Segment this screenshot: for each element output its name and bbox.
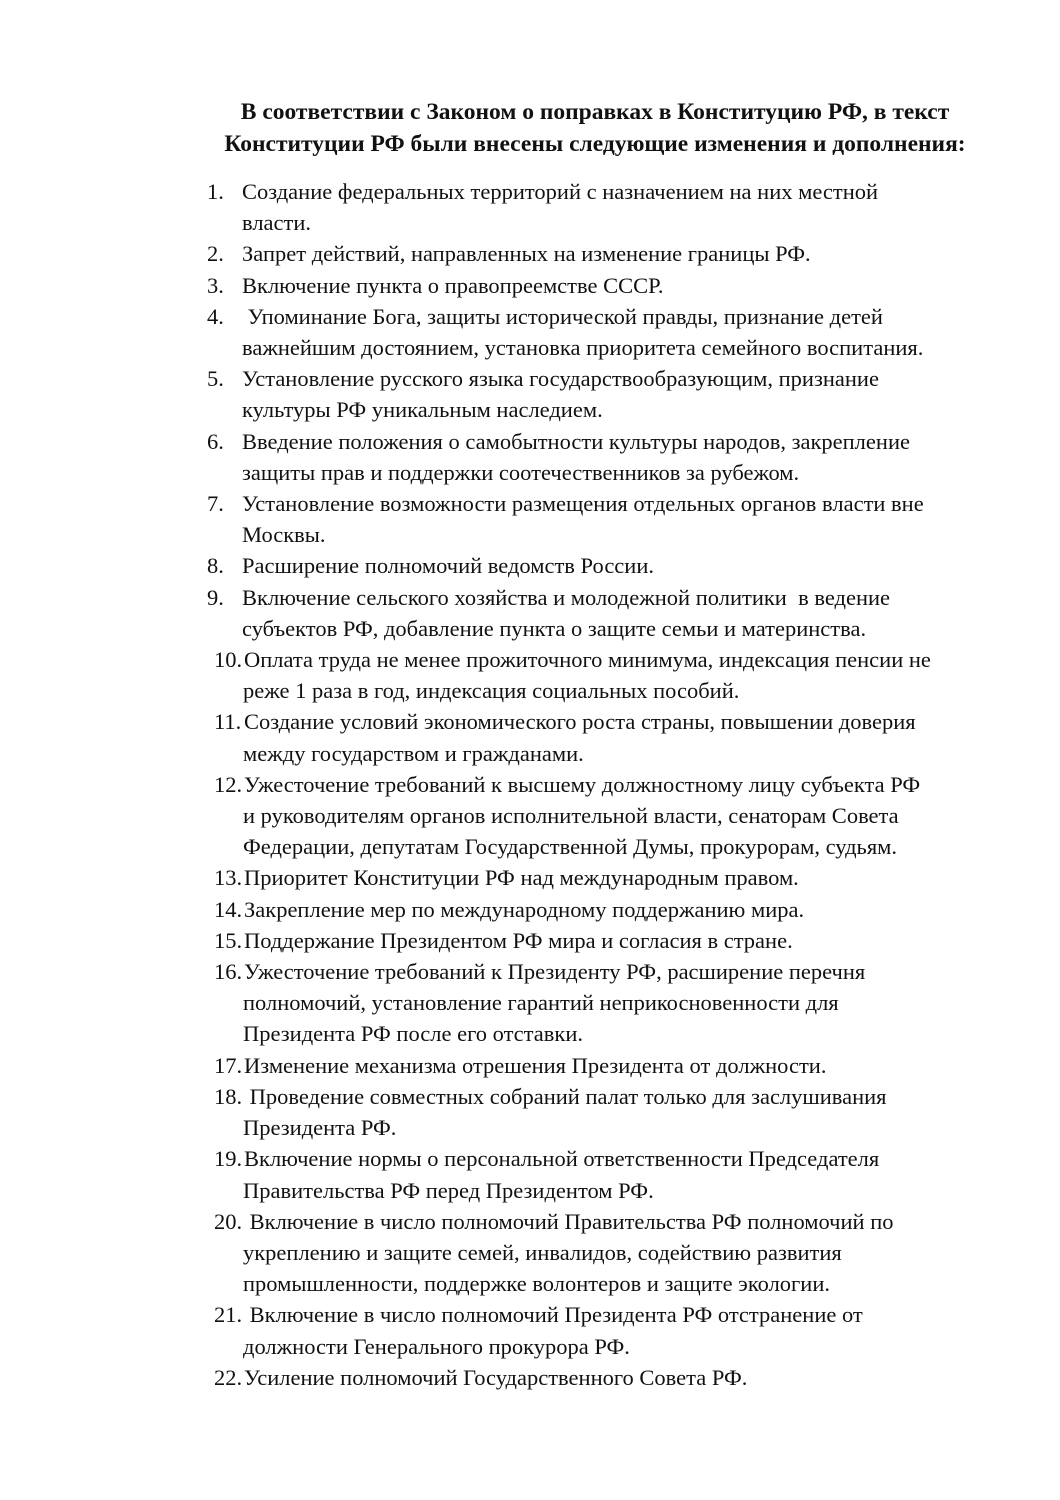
amendments-list	[0, 176, 1060, 1393]
list-item-text: Москвы.	[242, 522, 326, 548]
list-item	[0, 1299, 1060, 1361]
list-item-text: Изменение механизма отрешения Президента от должности.	[244, 1052, 827, 1078]
list-item	[0, 301, 1060, 363]
list-item-text: Включение нормы о персональной ответственности Председателя	[244, 1146, 880, 1172]
list-item-text: Установление возможности размещения отдельных органов власти вне	[242, 491, 924, 517]
list-item-number: 6.	[207, 428, 224, 454]
list-item-number: 7.	[207, 491, 224, 517]
document-heading	[180, 96, 1010, 160]
list-item	[0, 582, 1060, 644]
list-item	[0, 488, 1060, 550]
list-item	[0, 1206, 1060, 1300]
list-item-text: Включение в число полномочий Президента РФ отстранение от	[244, 1302, 863, 1328]
list-item-number: 14.	[214, 896, 243, 922]
list-item-number: 17.	[214, 1052, 243, 1078]
list-item-text: между государством и гражданами.	[243, 740, 584, 766]
heading-line-1: В соответствии с Законом о поправках в Конституцию РФ, в текст	[240, 99, 950, 125]
list-item-text: Включение сельского хозяйства и молодежной политики в ведение	[242, 584, 891, 610]
list-item	[0, 238, 1060, 269]
list-item-text: промышленности, поддержке волонтеров и защите экологии.	[243, 1271, 830, 1297]
list-item	[0, 270, 1060, 301]
list-item-text: Закрепление мер по международному поддержанию мира.	[244, 896, 805, 922]
list-item	[0, 550, 1060, 581]
list-item-text: Расширение полномочий ведомств России.	[242, 553, 654, 579]
list-item	[0, 1143, 1060, 1205]
list-item	[0, 956, 1060, 1050]
list-item-number: 18.	[214, 1083, 243, 1109]
list-item-number: 20.	[214, 1208, 243, 1234]
list-item-number: 5.	[207, 366, 224, 392]
list-item-number: 4.	[207, 303, 224, 329]
list-item-text: Президента РФ после его отставки.	[243, 1021, 583, 1047]
list-item	[0, 1050, 1060, 1081]
list-item	[0, 644, 1060, 706]
list-item-text: власти.	[242, 210, 312, 236]
list-item-text: Введение положения о самобытности культуры народов, закрепление	[242, 428, 910, 454]
list-item-number: 19.	[214, 1146, 243, 1172]
list-item	[0, 1081, 1060, 1143]
list-item-number: 1.	[207, 179, 224, 204]
list-item-text: Включение пункта о правопреемстве СССР.	[242, 272, 664, 298]
list-item-text: Создание федеральных территорий с назначением на них местной	[242, 179, 879, 204]
list-item-number: 12.	[214, 771, 243, 797]
list-item-number: 22.	[214, 1364, 243, 1390]
list-item-number: 11.	[214, 709, 242, 735]
list-item-text: Федерации, депутатам Государственной Думы, прокурорам, судьям.	[243, 834, 898, 860]
heading-line-2: Конституции РФ были внесены следующие изменения и дополнения:	[224, 131, 966, 157]
list-item	[0, 925, 1060, 956]
list-item-number: 15.	[214, 927, 243, 953]
list-item	[0, 176, 1060, 238]
list-item-text: Проведение совместных собраний палат только для заслушивания	[244, 1083, 887, 1109]
list-item-text: Ужесточение требований к Президенту РФ, расширение перечня	[244, 959, 866, 985]
list-item-text: субъектов РФ, добавление пункта о защите семьи и материнства.	[242, 615, 867, 641]
list-item-text: Запрет действий, направленных на изменение границы РФ.	[242, 241, 811, 267]
list-item-number: 8.	[207, 553, 224, 579]
list-item-number: 21.	[214, 1302, 243, 1328]
list-item	[0, 426, 1060, 488]
list-item-text: должности Генерального прокурора РФ.	[243, 1333, 630, 1359]
list-item-text: Приоритет Конституции РФ над международным правом.	[244, 865, 799, 891]
list-item-text: Установление русского языка государствообразующим, признание	[242, 366, 879, 392]
list-item	[0, 363, 1060, 425]
list-item-text: Поддержание Президентом РФ мира и согласия в стране.	[244, 927, 793, 953]
list-item	[0, 769, 1060, 863]
list-item	[0, 1362, 1060, 1393]
list-item	[0, 894, 1060, 925]
list-item-text: и руководителям органов исполнительной власти, сенаторам Совета	[243, 803, 899, 829]
list-item-text: укреплению и защите семей, инвалидов, содействию развития	[243, 1239, 842, 1265]
list-item-text: реже 1 раза в год, индексация социальных пособий.	[243, 678, 740, 704]
list-item-text: полномочий, установление гарантий неприкосновенности для	[243, 990, 839, 1016]
list-item-text: Включение в число полномочий Правительства РФ полномочий по	[244, 1208, 894, 1234]
list-item-text: Упоминание Бога, защиты исторической правды, признание детей	[242, 303, 883, 329]
list-item-number: 13.	[214, 865, 243, 891]
list-item-text: Усиление полномочий Государственного Совета РФ.	[244, 1364, 748, 1390]
list-item	[0, 862, 1060, 893]
list-item	[0, 706, 1060, 768]
list-item-number: 16.	[214, 959, 243, 985]
list-item-text: Создание условий экономического роста страны, повышении доверия	[244, 709, 916, 735]
list-item-text: защиты прав и поддержки соотечественников за рубежом.	[242, 459, 800, 485]
list-item-text: Правительства РФ перед Президентом РФ.	[243, 1177, 654, 1203]
list-item-number: 10.	[214, 647, 243, 673]
list-item-text: важнейшим достоянием, установка приоритета семейного воспитания.	[242, 335, 924, 361]
list-item-number: 9.	[207, 584, 224, 610]
list-item-text: культуры РФ уникальным наследием.	[242, 397, 603, 423]
list-item-text: Оплата труда не менее прожиточного минимума, индексация пенсии не	[244, 647, 931, 673]
list-item-text: Президента РФ.	[243, 1115, 397, 1141]
list-item-number: 2.	[207, 241, 224, 267]
list-item-text: Ужесточение требований к высшему должностному лицу субъекта РФ	[244, 771, 921, 797]
list-item-number: 3.	[207, 272, 224, 298]
